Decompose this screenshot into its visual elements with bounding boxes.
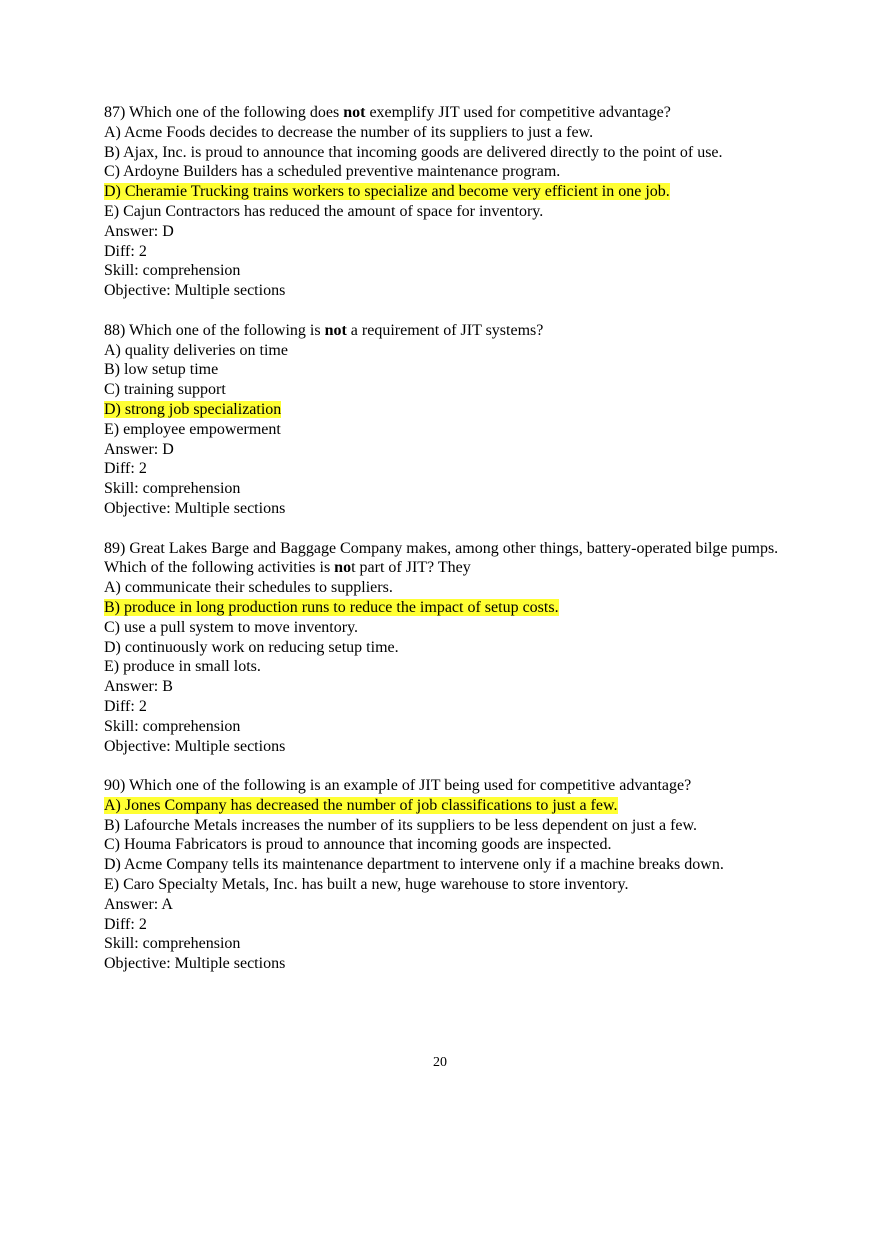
question-spacer	[104, 519, 824, 539]
question-spacer	[104, 756, 824, 776]
option-c: C) Ardoyne Builders has a scheduled preventive maintenance program.	[104, 163, 561, 181]
option-d: D) Acme Company tells its maintenance department to intervene only if a machine breaks down.	[104, 856, 724, 874]
option-b: B) Lafourche Metals increases the number of its suppliers to be less dependent on just a few.	[104, 816, 698, 834]
highlight: A) Jones Company has decreased the number of job classifications to just a few.	[104, 796, 618, 814]
question-stem	[104, 321, 824, 341]
option-e: E) employee empowerment	[104, 420, 281, 438]
option-b: B) Ajax, Inc. is proud to announce that incoming goods are delivered directly to the point of use.	[104, 143, 723, 161]
stem-emphasis: not	[324, 321, 347, 339]
skill: Skill: comprehension	[104, 480, 241, 498]
objective: Objective: Multiple sections	[104, 282, 286, 300]
difficulty: Diff: 2	[104, 242, 147, 260]
answer: Answer: D	[104, 222, 174, 240]
question-88	[104, 321, 824, 519]
option-d-highlighted	[104, 400, 824, 420]
answer: Answer: B	[104, 678, 173, 696]
stem-text: 89) Great Lakes Barge and Baggage Company makes, among other things, battery-operated bilge pumps. Which of the following activities is	[104, 539, 779, 577]
answer: Answer: D	[104, 440, 174, 458]
difficulty: Diff: 2	[104, 915, 147, 933]
skill: Skill: comprehension	[104, 717, 241, 735]
question-stem	[104, 539, 824, 579]
option-b: B) low setup time	[104, 361, 219, 379]
question-87	[104, 103, 824, 301]
stem-text-end: exemplify JIT used for competitive advantage?	[365, 104, 671, 121]
objective: Objective: Multiple sections	[104, 955, 286, 973]
stem-text-end: a requirement of JIT systems?	[346, 321, 544, 339]
option-d-highlighted	[104, 182, 824, 202]
objective: Objective: Multiple sections	[104, 737, 286, 755]
stem-text: 88) Which one of the following is	[104, 321, 325, 339]
answer: Answer: A	[104, 895, 173, 913]
skill: Skill: comprehension	[104, 935, 241, 953]
question-spacer	[104, 301, 824, 321]
option-a: A) Acme Foods decides to decrease the number of its suppliers to just a few.	[104, 123, 594, 141]
difficulty: Diff: 2	[104, 697, 147, 715]
highlight: D) strong job specialization	[104, 400, 282, 418]
stem-text: 87) Which one of the following does	[104, 104, 344, 121]
skill: Skill: comprehension	[104, 262, 241, 280]
option-c: C) training support	[104, 381, 226, 399]
option-e: E) produce in small lots.	[104, 658, 261, 676]
stem-emphasis: no	[334, 559, 352, 577]
page-number: 20	[433, 1055, 447, 1070]
question-89	[104, 539, 824, 757]
option-a: A) communicate their schedules to suppliers.	[104, 579, 393, 597]
option-e: E) Caro Specialty Metals, Inc. has built a new, huge warehouse to store inventory.	[104, 876, 629, 894]
stem-emphasis: not	[343, 104, 366, 121]
question-90	[104, 776, 824, 974]
option-e: E) Cajun Contractors has reduced the amount of space for inventory.	[104, 202, 544, 220]
option-a: A) quality deliveries on time	[104, 341, 288, 359]
option-a-highlighted	[104, 796, 824, 816]
option-b-highlighted	[104, 598, 824, 618]
question-stem	[104, 776, 824, 796]
page-body	[104, 103, 824, 974]
highlight: B) produce in long production runs to reduce the impact of setup costs.	[104, 598, 559, 616]
highlight: D) Cheramie Trucking trains workers to specialize and become very efficient in one job.	[104, 183, 670, 201]
question-stem	[104, 103, 824, 123]
option-d: D) continuously work on reducing setup time.	[104, 638, 399, 656]
stem-text-end: t part of JIT? They	[351, 559, 471, 577]
stem-text: 90) Which one of the following is an example of JIT being used for competitive advantage?	[104, 777, 692, 795]
objective: Objective: Multiple sections	[104, 499, 286, 517]
option-c: C) use a pull system to move inventory.	[104, 618, 359, 636]
option-c: C) Houma Fabricators is proud to announce that incoming goods are inspected.	[104, 836, 612, 854]
difficulty: Diff: 2	[104, 460, 147, 478]
